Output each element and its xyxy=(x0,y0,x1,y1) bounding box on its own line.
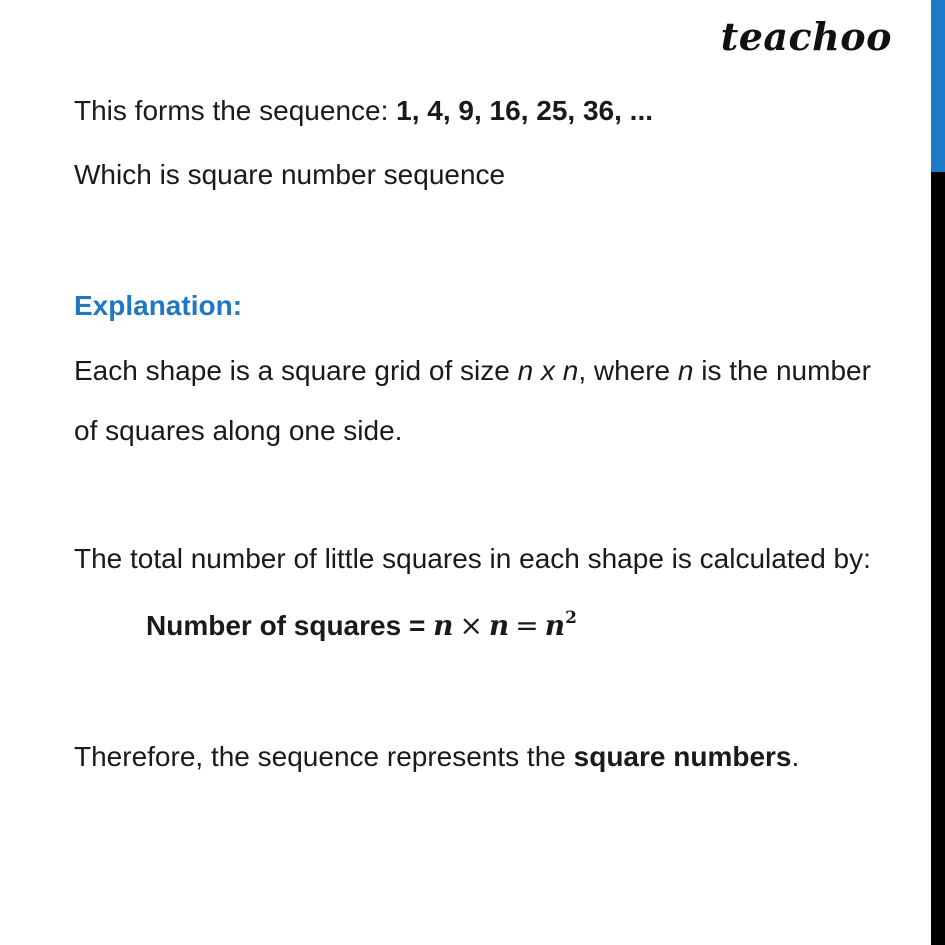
conclusion-text: Therefore, the sequence represents the xyxy=(74,741,574,772)
formula-n: n xyxy=(488,609,510,642)
grid-text-a: Each shape is a square grid of size xyxy=(74,355,518,386)
formula-equals-sign: = xyxy=(515,609,539,642)
grid-description-line-1 xyxy=(74,354,871,388)
formula-exponent: 2 xyxy=(565,608,577,628)
grid-times-sign: x xyxy=(533,355,563,386)
conclusion-bold: square numbers xyxy=(573,741,792,772)
grid-var-n: n xyxy=(562,355,579,386)
right-edge-bar xyxy=(931,0,945,945)
formula-n: n xyxy=(433,609,454,642)
formula-line xyxy=(146,609,577,643)
right-edge-accent xyxy=(931,0,945,172)
grid-var-n: n xyxy=(677,355,694,386)
total-calculation-line: The total number of little squares in each shape is calculated by: xyxy=(74,543,871,574)
conclusion-line xyxy=(74,740,799,774)
sequence-type-line: Which is square number sequence xyxy=(74,159,506,190)
sequence-line xyxy=(74,94,653,128)
formula-n: n xyxy=(544,609,566,642)
sequence-values: 1, 4, 9, 16, 25, 36, ... xyxy=(396,95,653,126)
grid-text-c: is the number xyxy=(693,355,871,386)
teachoo-logo: teachoo xyxy=(720,14,892,59)
grid-text-b: , where xyxy=(578,355,678,386)
sequence-intro-text: This forms the sequence: xyxy=(74,95,397,126)
conclusion-period: . xyxy=(791,741,800,772)
formula-times-sign: × xyxy=(459,609,483,642)
formula-label: Number of squares = xyxy=(146,610,434,641)
explanation-heading: Explanation: xyxy=(74,290,243,321)
grid-var-n: n xyxy=(517,355,534,386)
grid-description-line-2: of squares along one side. xyxy=(74,415,403,446)
